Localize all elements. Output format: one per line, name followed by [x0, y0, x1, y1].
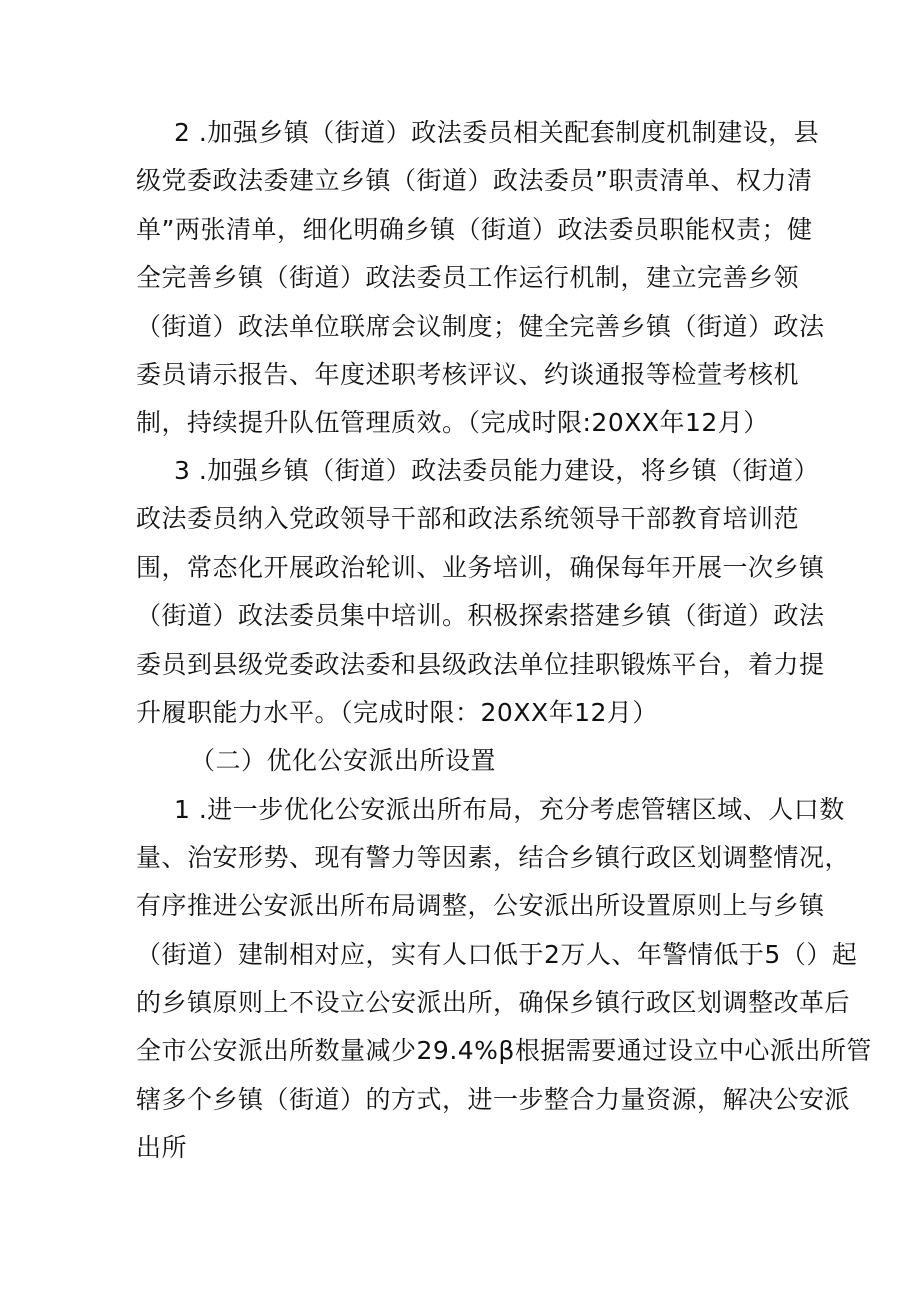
paragraph-3-line-5: 委员到县级党委政法委和县级政法单位挂职锻炼平台，着力提	[136, 650, 825, 679]
paragraph-3-line-4: （街道）政法委员集中培训。积极探索搭建乡镇（街道）政法	[136, 601, 825, 630]
paragraph-2-line-3: 单”两张清单，细化明确乡镇（街道）政法委员职能权责；健	[136, 215, 813, 244]
paragraph-2-line-7: 制，持续提升队伍管理质效。（完成时限:20XX年12月）	[136, 408, 769, 437]
section-heading: （二）优化公安派出所设置	[190, 746, 497, 775]
paragraph-3-line-1: 3 .加强乡镇（街道）政法委员能力建设，将乡镇（街道）	[174, 456, 820, 485]
paragraph-1-line-4: （街道）建制相对应，实有人口低于2万人、年警情低于5（）起	[136, 940, 858, 969]
paragraph-1-line-1: 1 .进一步优化公安派出所布局，充分考虑管辖区域、人口数	[174, 795, 845, 824]
paragraph-1-line-6: 全市公安派出所数量减少29.4%β根据需要通过设立中心派出所管	[136, 1036, 872, 1065]
paragraph-1-line-8: 出所	[136, 1133, 188, 1162]
paragraph-1-line-7: 辖多个乡镇（街道）的方式，进一步整合力量资源，解决公安派	[136, 1085, 851, 1114]
paragraph-1-line-2: 量、治安形势、现有警力等因素，结合乡镇行政区划调整情况，	[136, 843, 851, 872]
paragraph-2-line-5: （街道）政法单位联席会议制度；健全完善乡镇（街道）政法	[136, 312, 825, 341]
paragraph-1-line-5: 的乡镇原则上不设立公安派出所，确保乡镇行政区划调整改革后	[136, 988, 851, 1017]
paragraph-2-line-4: 全完善乡镇（街道）政法委员工作运行机制，建立完善乡领	[136, 263, 800, 292]
paragraph-3-line-2: 政法委员纳入党政领导干部和政法系统领导干部教育培训范	[136, 504, 800, 533]
paragraph-2-line-1: 2 .加强乡镇（街道）政法委员相关配套制度机制建设，县	[174, 118, 820, 147]
paragraph-3-line-6: 升履职能力水平。（完成时限：20XX年12月）	[136, 698, 658, 727]
paragraph-2-line-6: 委员请示报告、年度述职考核评议、约谈通报等检萱考核机	[136, 360, 800, 389]
paragraph-1-line-3: 有序推进公安派出所布局调整，公安派出所设置原则上与乡镇	[136, 891, 825, 920]
paragraph-3-line-3: 围，常态化开展政治轮训、业务培训，确保每年开展一次乡镇	[136, 553, 825, 582]
paragraph-2-line-2: 级党委政法委建立乡镇（街道）政法委员”职责清单、权力清	[136, 166, 813, 195]
